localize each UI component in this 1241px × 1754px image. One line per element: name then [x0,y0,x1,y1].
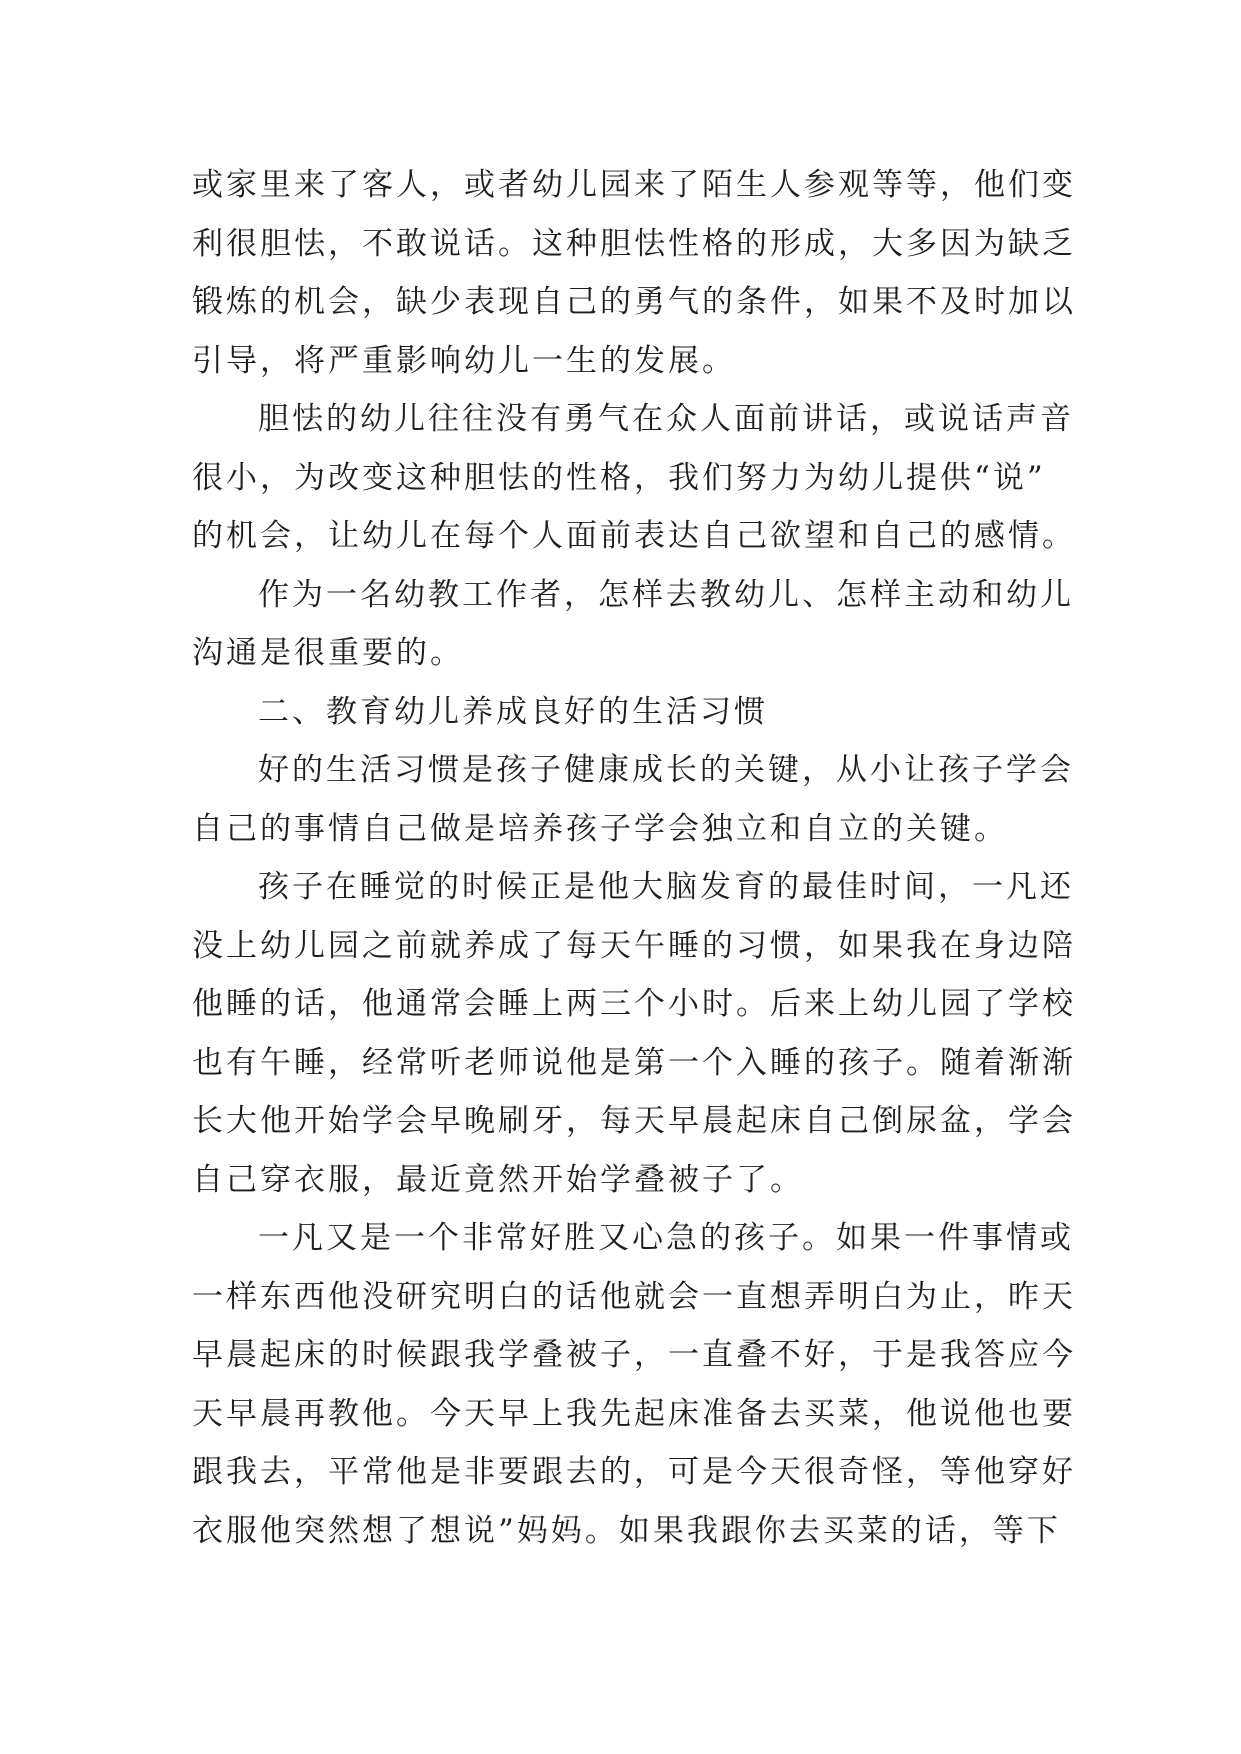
text-line: 的机会，让幼儿在每个人面前表达自己欲望和自己的感情。 [192,518,1076,554]
text-line: 他睡的话，他通常会睡上两三个小时。后来上幼儿园了学校 [192,986,1076,1022]
text-line: 长大他开始学会早晚刷牙，每天早晨起床自己倒尿盆，学会 [192,1103,1076,1139]
text-line: 自己的事情自己做是培养孩子学会独立和自立的关键。 [192,810,1008,847]
text-line: 锻炼的机会，缺少表现自己的勇气的条件，如果不及时加以 [192,284,1076,320]
paragraph-start-line: 胆怯的幼儿往往没有勇气在众人面前讲话，或说话声音 [258,401,1074,437]
paragraph-start-line: 一凡又是一个非常好胜又心急的孩子。如果一件事情或 [258,1220,1074,1256]
text-line: 引导，将严重影响幼儿一生的发展。 [192,342,736,379]
text-line: 早晨起床的时候跟我学叠被子，一直叠不好，于是我答应今 [192,1337,1076,1373]
text-line: 也有午睡，经常听老师说他是第一个入睡的孩子。随着渐渐 [192,1044,1076,1081]
text-line: 很小，为改变这种胆怯的性格，我们努力为幼儿提供“说” [192,459,1046,496]
text-line: 天早晨再教他。今天早上我先起床准备去买菜，他说他也要 [192,1395,1076,1432]
section-heading: 二、教育幼儿养成良好的生活习惯 [258,693,768,730]
text-line: 或家里来了客人，或者幼儿园来了陌生人参观等等，他们变 [192,167,1076,203]
paragraph-start-line: 作为一名幼教工作者，怎样去教幼儿、怎样主动和幼儿 [258,576,1074,613]
text-line: 利很胆怯，不敢说话。这种胆怯性格的形成，大多因为缺乏 [192,225,1076,262]
text-line: 跟我去，平常他是非要跟去的，可是今天很奇怪，等他穿好 [192,1454,1076,1490]
text-line: 沟通是很重要的。 [192,635,464,671]
paragraph-start-line: 好的生活习惯是孩子健康成长的关键，从小让孩子学会 [258,752,1074,788]
text-line: 衣服他突然想了想说”妈妈。如果我跟你去买菜的话，等下 [192,1512,1061,1549]
text-line: 没上幼儿园之前就养成了每天午睡的习惯，如果我在身边陪 [192,927,1076,964]
text-line: 自己穿衣服，最近竟然开始学叠被子了。 [192,1161,804,1198]
text-line: 一样东西他没研究明白的话他就会一直想弄明白为止，昨天 [192,1278,1076,1315]
document-body [192,156,1082,1560]
paragraph-start-line: 孩子在睡觉的时候正是他大脑发育的最佳时间，一凡还 [258,869,1074,905]
